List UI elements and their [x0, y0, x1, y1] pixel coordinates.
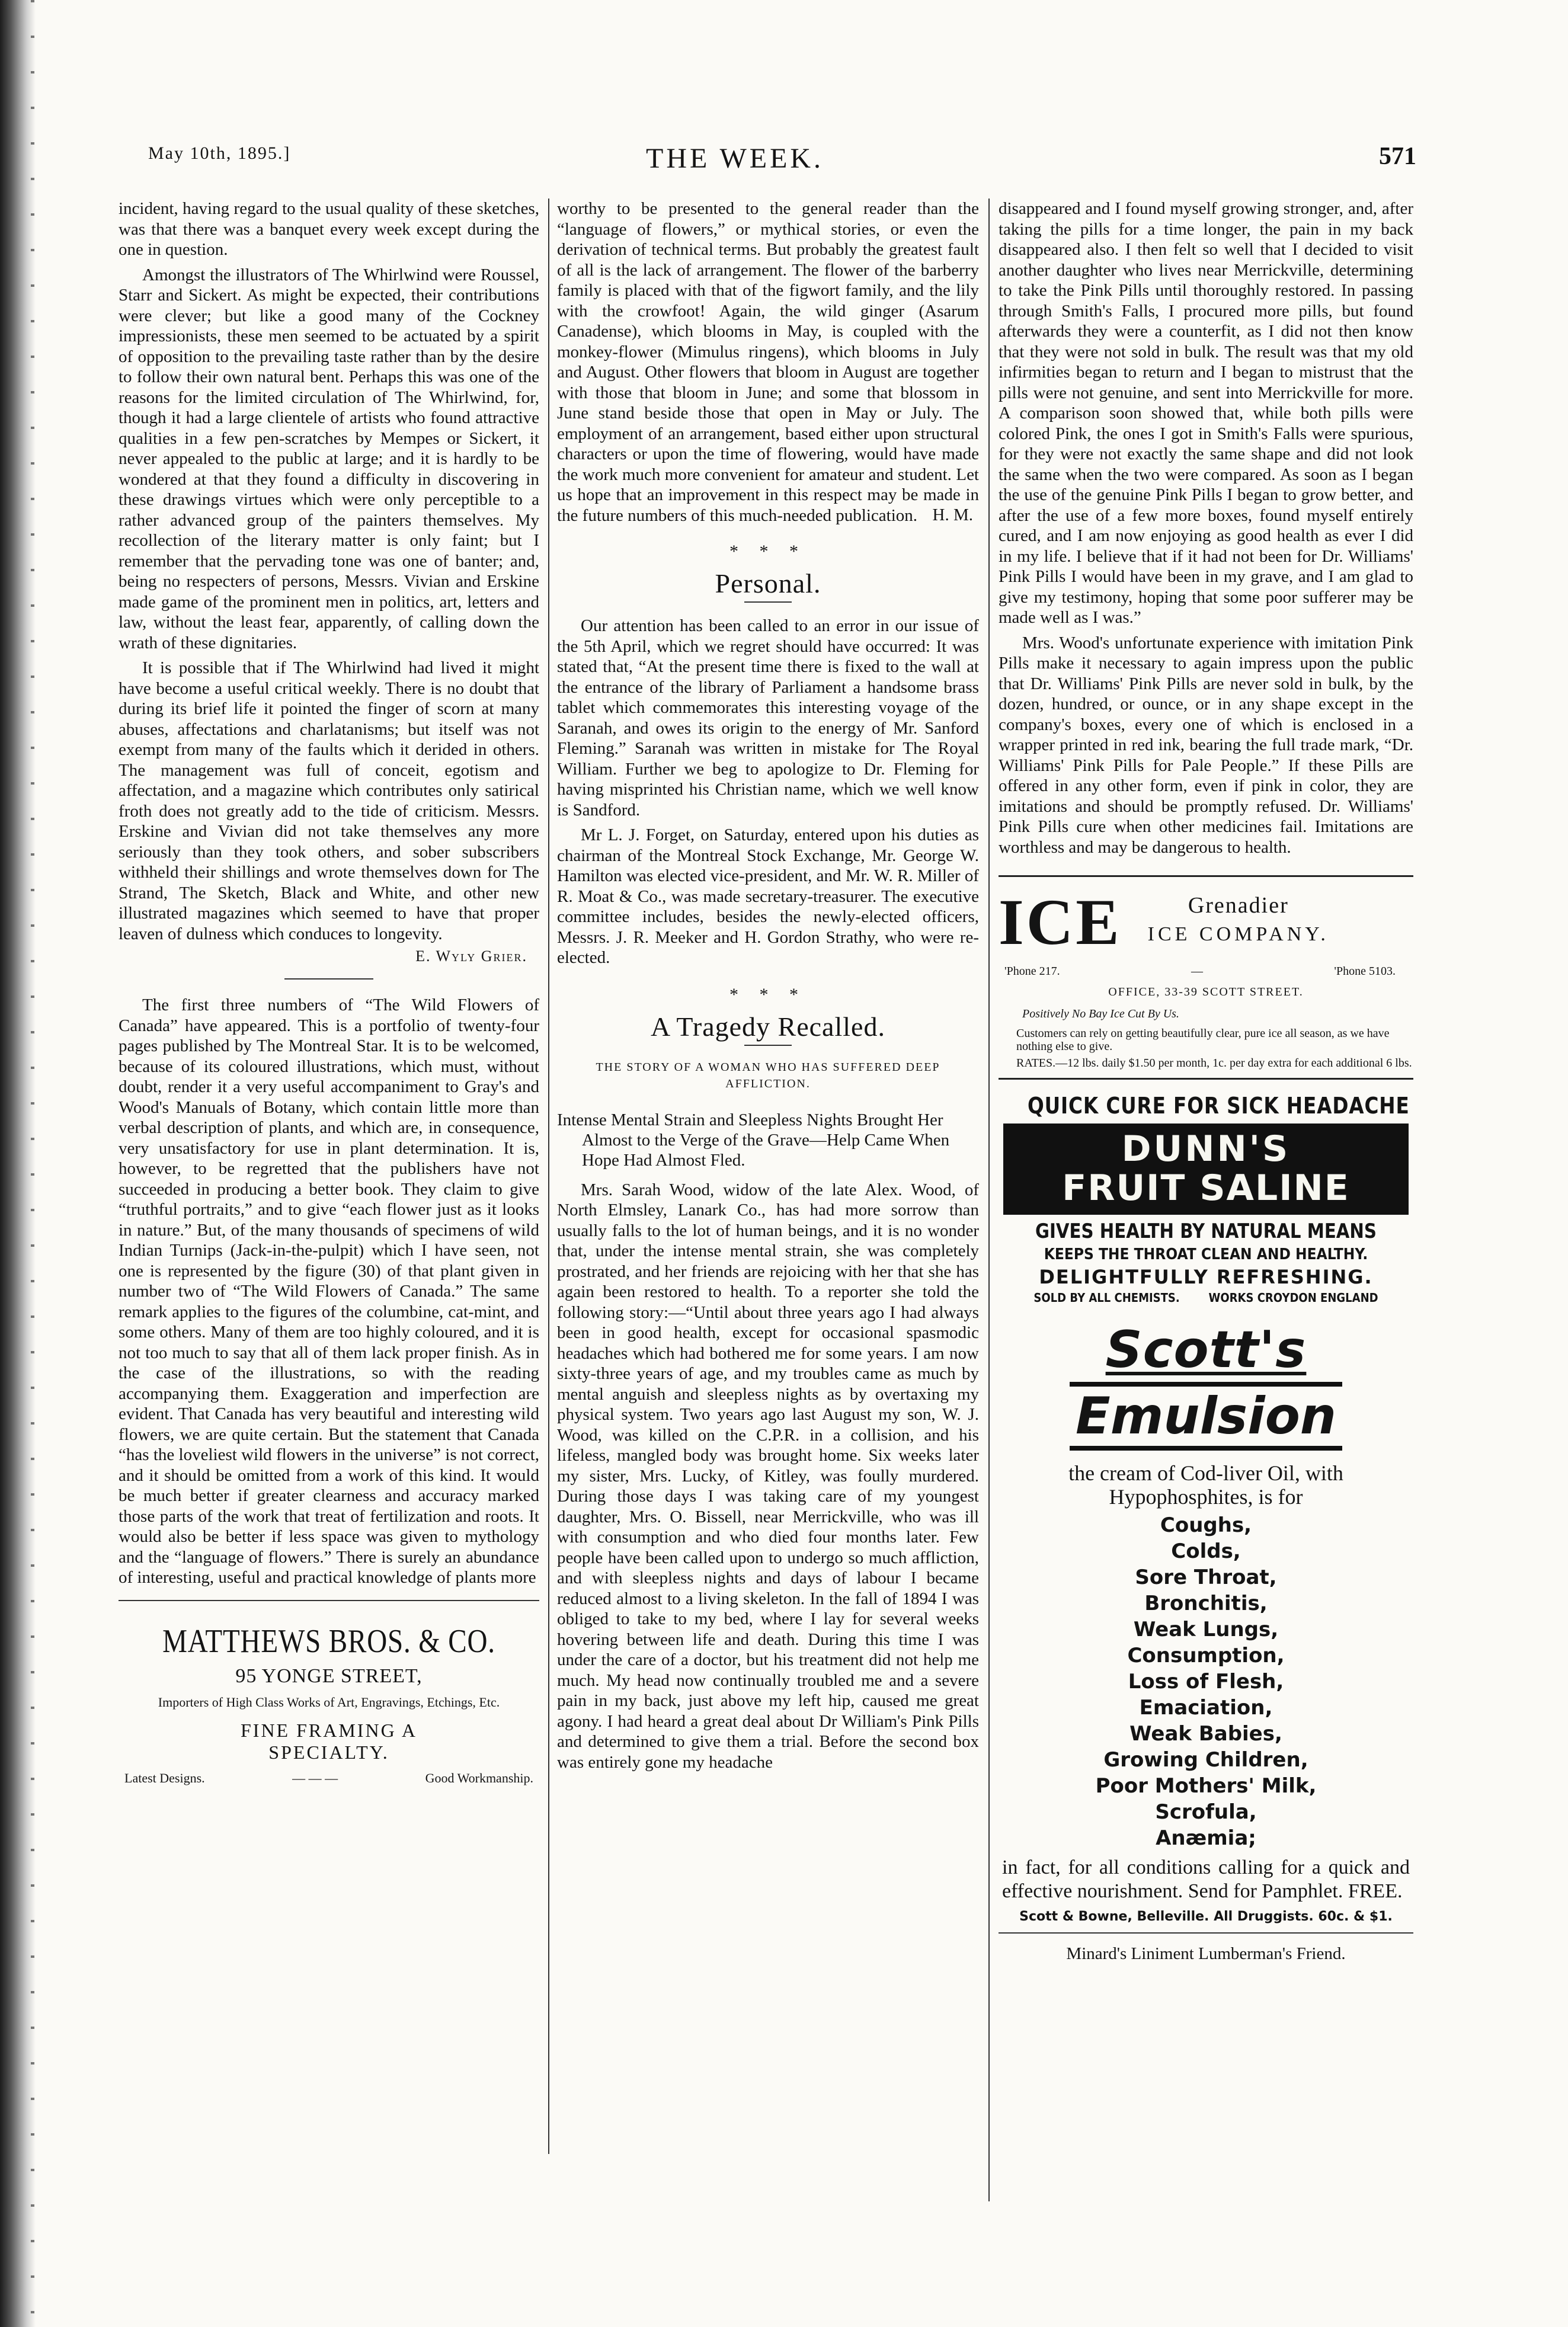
- scott-ailment: Growing Children,: [1103, 1748, 1308, 1772]
- scott-ailment: Scrofula,: [1155, 1800, 1257, 1824]
- article-paragraph: Amongst the illustrators of The Whirlwind were Roussel, Starr and Sickert. As might be expected, their contributions were clever; but like a good many of the Cockney impressionists, these men seemed to be actuated by a spirit of opposition to the prevailing taste rather than by the desire to follow their own natural bent. Perhaps this was one of the reasons for the limited circulation of The Whirlwind, for, though it had a large clientele of artists who found attractive qualities in a few pen-scratches by Mempes or Sickert, it never appealed to the public at large; and it is hardly to be wondered at that they found a difficulty in discovering in these drawings virtues which were only perceptible to a rather advanced group of the painters themselves. My recollection of the literary matter is only faint; but I remember that the pervading tone was one of banter; and, being no respecters of persons, Messrs. Vivian and Erskine made game of the prominent men in politics, art, letters and law, without the least fear, apparently, of calling down the wrath of these dignitaries.: [119, 265, 539, 652]
- personal-paragraph: Mr L. J. Forget, on Saturday, entered upon his duties as chairman of the Montreal Stock Exchange, Mr. George W. Hamilton was elected vice-president, and Mr. W. R. Miller of R. Moat & Co., was made secretary-treasurer. The executive committee includes, besides the newly-elected officers, Messrs. J. R. Meeker and H. Gordon Strathy, who were re-elected.: [557, 825, 979, 967]
- ad-divider: [999, 1932, 1413, 1934]
- article-paragraph: disappeared and I found myself growing stronger, and, after taking the pills for a time longer, the pain in my back disappeared also. I then felt so well that I decided to visit another daughter who lives near Merrickville, determining to take the Pink Pills until thoroughly restored. In passing through Smith's Falls, I procured more pills, but found afterwards they were a counterfit, as I did not then know that they were not sold in bulk. The result was that my old infirmities began to return and I began to mistrust that the pills were not genuine, and sent into Merrickville for more. A comparison soon showed that, while both pills were colored Pink, the ones I got in Smith's Falls were spurious, for they were not exactly the same shape and did not look the same when the two were compared. As soon as I began the use of the genuine Pink Pills I began to grow better, and after the use of a few more boxes, found myself entirely cured, and I am now enjoying as good health as ever I did in my life. I believe that if it had not been for Dr. Williams' Pink Pills I would have been in my grave, and I am glad to give my testimony, hoping that some poor sufferer may be made well as I was.”: [999, 199, 1413, 627]
- dunn-delightfully: DELIGHTFULLY REFRESHING.: [1039, 1266, 1373, 1288]
- dunn-logo-box: [1003, 1124, 1409, 1215]
- ice-company-advertisement: [999, 875, 1413, 1080]
- ad-specialty: SPECIALTY.: [268, 1741, 389, 1763]
- scott-ailment: Coughs,: [1160, 1513, 1252, 1537]
- scotts-emulsion-advertisement: [999, 1321, 1413, 1924]
- author-signature: E. Wyly Grier.: [415, 948, 527, 965]
- ice-customers-note: Customers can rely on getting beautifully clear, pure ice all season, as we have nothing else to give.: [1016, 1027, 1390, 1053]
- article-paragraph: incident, having regard to the usual quality of these sketches, was that there was a banquet every week except during the one in question.: [119, 199, 539, 259]
- section-stars: * * *: [729, 984, 807, 1004]
- ice-phones: [1004, 965, 1396, 978]
- column-1: [119, 199, 539, 1786]
- scott-ailment: Anæmia;: [1156, 1826, 1256, 1850]
- dunn-works: WORKS CROYDON ENGLAND: [1208, 1291, 1378, 1305]
- page-header: [148, 142, 1416, 190]
- ice-phone-1: 'Phone 217.: [1004, 965, 1060, 978]
- ad-address: 95 YONGE STREET,: [235, 1665, 423, 1687]
- personal-heading: Personal.: [715, 568, 821, 598]
- ad-footer: [119, 1771, 539, 1786]
- article-paragraph: The first three numbers of “The Wild Flowers of Canada” have appeared. This is a portfolio of twenty-four pages published by The Montreal Star. It is to be welcomed, because of its coloured illustrations, which must, without doubt, render it a very useful accompaniment to Gray's and Wood's Manuals of Botany, which contain little more than verbal description of plants, and which are, in consequence, very unsatisfactory for use in plant determination. It is, however, to be regretted that the publishers have not succeeded in producing a better book. They claim to give “truthful portraits,” and to give “each flower just as it looks in nature.” But, of the many thousands of specimens of wild Indian Turnips (Jack-in-the-pulpit) which I have seen, not one is represented by the figure (30) of that plant given in number two of “The Wild Flowers of Canada.” The same remark applies to the figures of the columbine, cat-mint, and some others. Many of them are too highly coloured, and it is not too much to say that all of them lack proper finish. As in the case of the illustrations, so with the reading accompanying them. Exaggeration and imperfection are evident. That Canada has very beautiful and interesting wild flowers, we are quite certain. But the statement that Canada “has the loveliest wild flowers in the universe” is not correct, and it should be omitted from a work of this kind. It would be much better if greater clearness and accuracy marked those parts of the work that treat of fertilization and roots. It would also be better if less space was given to mythology and the “language of flowers.” There is surely an abundance of interesting, useful and practical knowledge of plants more: [119, 996, 539, 1587]
- scott-ailment: Loss of Flesh,: [1128, 1670, 1284, 1694]
- minard-liniment-ad: Minard's Liniment Lumberman's Friend.: [1066, 1944, 1346, 1963]
- heading-rule: [744, 1045, 792, 1046]
- scott-ailments-list: [999, 1512, 1413, 1851]
- ice-grenadier: Grenadier: [1188, 893, 1289, 918]
- scott-logo-line-1: Scott's: [1105, 1320, 1307, 1379]
- ad-fine-framing: FINE FRAMING A: [240, 1719, 418, 1741]
- binding-shadow: [0, 0, 36, 2327]
- scott-ailment: Consumption,: [1127, 1644, 1285, 1667]
- tragedy-body: Mrs. Sarah Wood, widow of the late Alex. Wood, of North Elmsley, Lanark Co., has had more sorrow than usually falls to the lot of human beings, and it is no wonder that, under the intense mental strain, she was completely prostrated, and her friends are rejoicing with her that she has again been restored to health. To a reporter she told the following story:—“Until about three years ago I had always been in good health, except for occasional spasmodic headaches which had bothered me for some years. I am now sixty-three years of age, and my troubles came as much by mental anguish and sleepless nights as by overtaxing my physical system. Two years ago last August my son, W. J. Wood, was killed on the C.P.R. in a collision, and his lifeless, mangled body was brought home. Six weeks later my sister, Mrs. Lucky, of Kitley, was foully murdered. During those days I was taking care of my youngest daughter, Mrs. O. Bissell, near Merrickville, who was ill with consumption and who died four months later. Few people have been called upon to undergo so much affliction, and with sleepless nights and days of labour I became reduced almost to a living skeleton. In the fall of 1894 I was obliged to take to my bed, where I lay for several weeks hovering between life and death. During this time I was under the care of a doctor, but his treatment did not help me much. My head now continually troubled me and a severe pain in my back, just above my left hip, caused me great agony. I had heard a great deal about Dr William's Pink Pills and determined to give them a trial. Before the second box was entirely gone my headache: [557, 1180, 979, 1772]
- column-divider-left: [548, 199, 549, 2154]
- column-3: [999, 199, 1413, 1964]
- issue-date: May 10th, 1895.]: [148, 143, 291, 163]
- tragedy-deck: Intense Mental Strain and Sleepless Nights Brought Her Almost to the Verge of the Grave—Help Came When Hope Had Almost Fled.: [557, 1110, 950, 1170]
- author-initials: H. M.: [932, 505, 973, 524]
- publication-title: THE WEEK.: [646, 143, 824, 174]
- column-divider-right: [988, 199, 990, 2201]
- dunn-tagline: QUICK CURE FOR SICK HEADACHE: [1028, 1093, 1410, 1119]
- ice-dash: —: [1191, 965, 1203, 978]
- ice-rates: RATES.—12 lbs. daily $1.50 per month, 1c. per day extra for each additional 6 lbs.: [1016, 1057, 1412, 1070]
- ad-dashes: — — —: [292, 1770, 338, 1785]
- article-paragraph: worthy to be presented to the general reader than the “language of flowers,” or mythical stories, or even the derivation of technical terms. But probably the greatest fault of all is the lack of arrangement. The flower of the barberry family is placed with that of the figwort family, and the lily with the crowfoot! Again, the wild ginger (Asarum Canadense), which blooms in May, is coupled with the monkey-flower (Mimulus ringens), which blooms in July and August. Other flowers that bloom in August are together with those that bloom in June; and some that blossom in June stand beside those that open in May or July. The employment of an arrangement, based either upon structural characters or upon the time of flowering, would have made the work much more convenient for amateur and student. Let us hope that an improvement in this respect may be made in the future numbers of this much-needed publication.: [557, 199, 979, 525]
- ad-divider: [119, 1600, 539, 1601]
- dunn-product-name: FRUIT SALINE: [1062, 1167, 1350, 1209]
- binding-stitches: [31, 0, 34, 2327]
- dunn-gives-health: GIVES HEALTH BY NATURAL MEANS: [1035, 1219, 1377, 1243]
- tragedy-subheading: THE STORY OF A WOMAN WHO HAS SUFFERED DEEP AFFLICTION.: [596, 1060, 940, 1090]
- ice-positively: Positively No Bay Ice Cut By Us.: [1022, 1007, 1179, 1020]
- scott-ailment: Sore Throat,: [1135, 1566, 1277, 1589]
- heading-rule: [744, 601, 792, 603]
- scott-ailment: Bronchitis,: [1144, 1592, 1268, 1615]
- ad-good-workmanship: Good Workmanship.: [425, 1770, 533, 1785]
- ice-company-name: [1148, 892, 1329, 946]
- scott-ailment: Weak Lungs,: [1133, 1618, 1279, 1641]
- section-stars: * * *: [729, 542, 807, 561]
- dunn-keeps-throat: KEEPS THE THROAT CLEAN AND HEALTHY.: [1044, 1246, 1368, 1263]
- article-paragraph: It is possible that if The Whirlwind had lived it might have become a useful critical weekly. There is no doubt that during its brief life it pointed the finger of scorn at many abuses, affectations and charlatanisms; but itself was not exempt from many of the faults which it derided in others. The management was full of conceit, egotism and affectation, and a magazine which contributes only satirical froth does not greatly add to the tide of criticism. Messrs. Erskine and Vivian did not take themselves any more seriously than they took others, and sober subscribers withheld their shillings and wrote themselves down for The Strand, The Sketch, Black and White, and other new illustrated magazines which seemed to have that proper leaven of dulness which conduces to longevity.: [119, 658, 539, 943]
- scott-ailment: Weak Babies,: [1129, 1722, 1282, 1746]
- ad-company-name: MATTHEWS BROS. & CO.: [162, 1622, 495, 1660]
- section-divider: [284, 978, 373, 980]
- scott-description: the cream of Cod-liver Oil, with Hypophosphites, is for: [1068, 1461, 1343, 1509]
- scott-in-fact: in fact, for all conditions calling for a quick and effective nourishment. Send for Pamphlet. FREE.: [1002, 1857, 1410, 1902]
- ice-company: ICE COMPANY.: [1147, 923, 1329, 945]
- ice-phone-2: 'Phone 5103.: [1334, 965, 1396, 978]
- ice-office: OFFICE, 33-39 SCOTT STREET.: [1108, 985, 1304, 998]
- article-paragraph: Mrs. Wood's unfortunate experience with imitation Pink Pills make it necessary to again impress upon the public that Dr. Williams' Pink Pills are never sold in bulk, by the dozen, hundred, or ounce, or in any shape except in the company's boxes, every one of which is enclosed in a wrapper printed in red ink, bearing the full trade mark, “Dr. Williams' Pink Pills for Pale People.” If these Pills are offered in any other form, even if pink in color, they are imitations and should be promptly refused. Dr. Williams' Pink Pills cure when other medicines fail. Imitations are worthless and may be dangerous to health.: [999, 633, 1413, 857]
- scott-ailment: Poor Mothers' Milk,: [1095, 1774, 1317, 1798]
- ice-big-title: ICE: [999, 886, 1122, 958]
- column-2: [557, 199, 979, 1772]
- dunn-brand-name: DUNN'S: [1121, 1128, 1291, 1170]
- matthews-bros-advertisement: [119, 1622, 539, 1786]
- scott-ailment: Emaciation,: [1139, 1696, 1273, 1720]
- dunn-sold-by: SOLD BY ALL CHEMISTS.: [1033, 1291, 1180, 1305]
- dunns-fruit-saline-advertisement: [999, 1093, 1413, 1305]
- scott-footer: Scott & Bowne, Belleville. All Druggists. 60c. & $1.: [1019, 1909, 1393, 1924]
- page-number: 571: [1379, 143, 1416, 170]
- dunn-sold-line: [1019, 1291, 1393, 1305]
- personal-paragraph: Our attention has been called to an error in our issue of the 5th April, which we regret should have occurred: It was stated that, “At the present time there is fixed to the wall at the entrance of the library of Parliament a handsome brass tablet which commemorates this interesting voyage of the Saranah, and owes its origin to the energy of Mr. Sanford Fleming.” Saranah was written in mistake for The Royal William. Further we beg to apologize to Dr. Fleming for having misprinted his Christian name, which we well know is Sandford.: [557, 616, 979, 820]
- ad-latest-designs: Latest Designs.: [124, 1770, 205, 1785]
- tragedy-heading: A Tragedy Recalled.: [651, 1011, 885, 1042]
- scott-logo-line-2: Emulsion: [1070, 1382, 1342, 1451]
- ad-importers-line: Importers of High Class Works of Art, Engravings, Etchings, Etc.: [158, 1694, 500, 1710]
- scott-ailment: Colds,: [1171, 1539, 1241, 1563]
